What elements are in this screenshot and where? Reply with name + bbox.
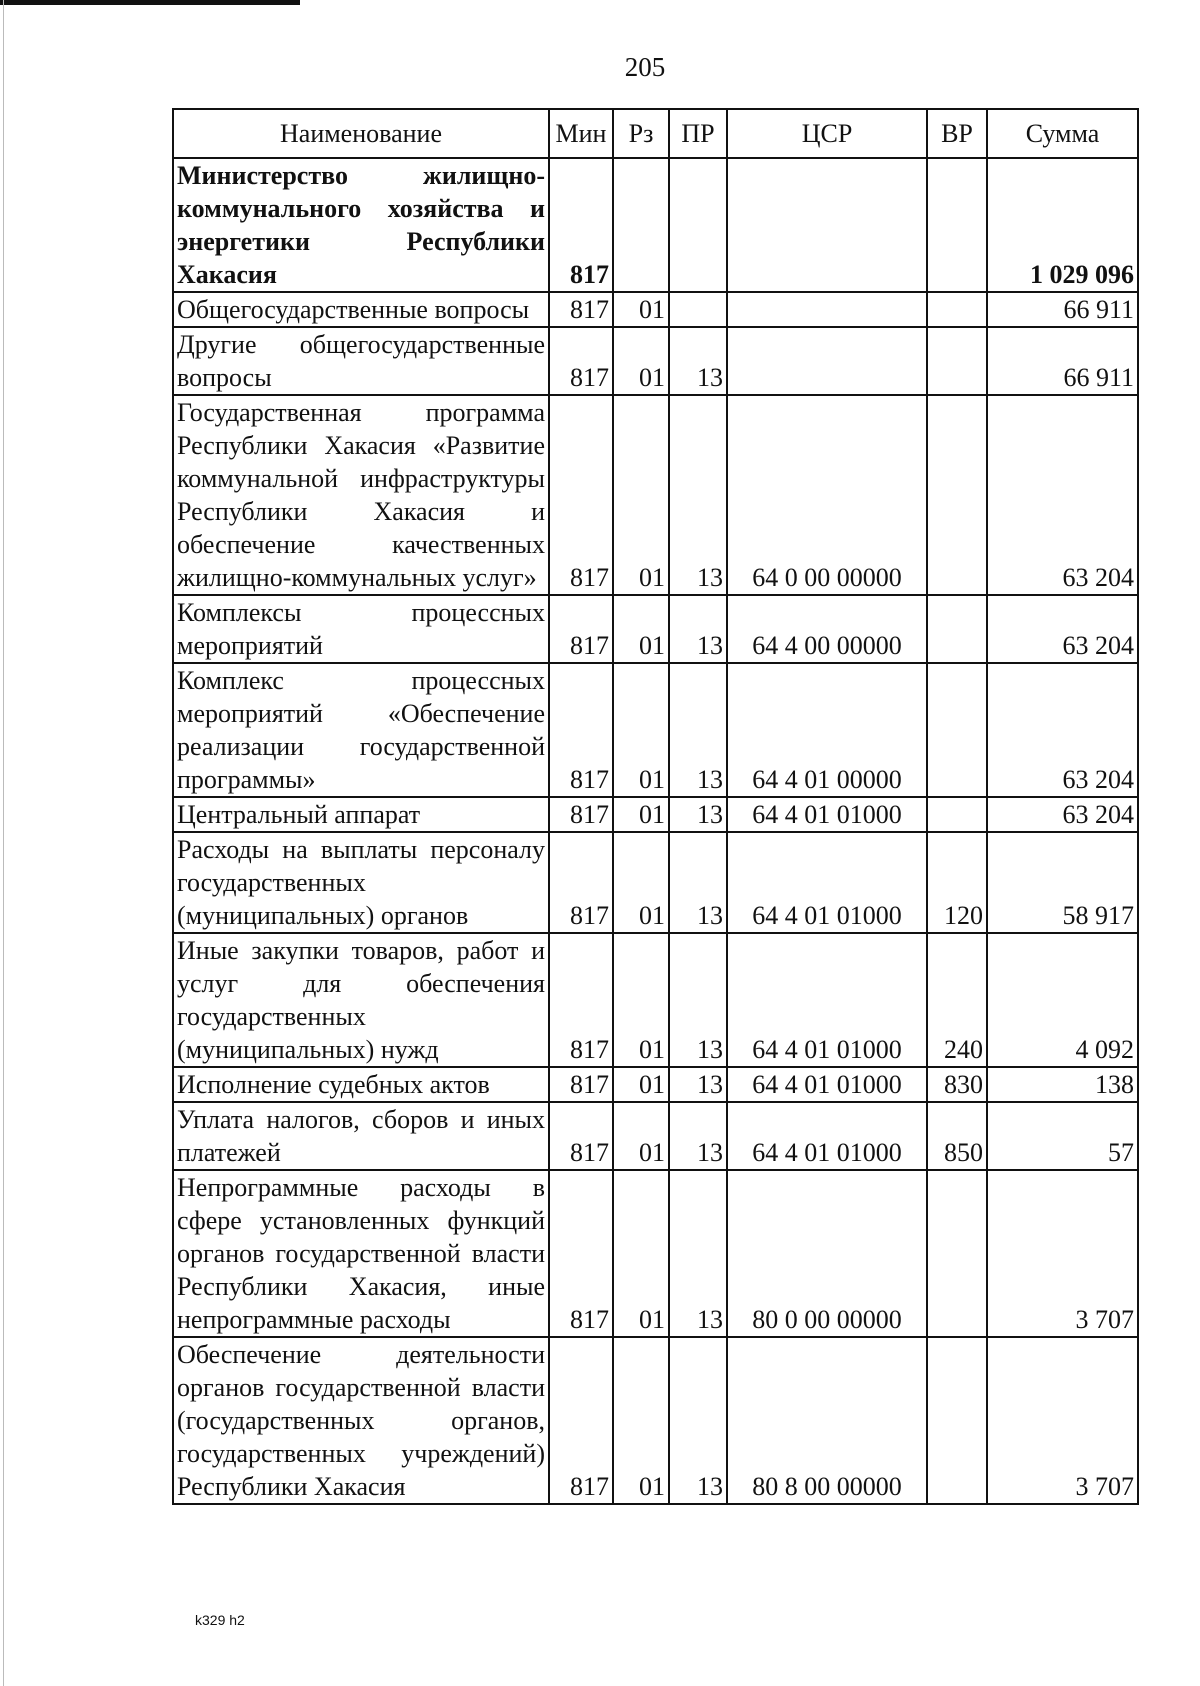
row-min-cell: 817 [549, 327, 613, 395]
row-vr-cell [927, 292, 987, 327]
row-vr-cell [927, 595, 987, 663]
header-name: Наименование [173, 109, 549, 158]
row-vr-cell: 120 [927, 832, 987, 933]
table-row [173, 292, 1138, 327]
row-rz-cell: 01 [613, 395, 669, 595]
top-edge-rule [0, 0, 300, 5]
row-pr-cell [669, 292, 727, 327]
row-rz-cell: 01 [613, 292, 669, 327]
row-sum-cell: 58 917 [987, 832, 1138, 933]
row-sum-cell: 3 707 [987, 1170, 1138, 1337]
budget-table [172, 108, 1139, 1505]
footer-code: k329 h2 [195, 1612, 245, 1628]
row-vr-cell: 850 [927, 1102, 987, 1170]
row-name-cell: Государственная программа Республики Хакасия «Развитие коммунальной инфраструктуры Республики Хакасия и обеспечение качественных жилищно-коммунальных услуг» [173, 395, 549, 595]
table-row [173, 933, 1138, 1067]
row-csr-cell: 64 4 01 00000 [727, 663, 927, 797]
row-sum-cell: 66 911 [987, 292, 1138, 327]
header-rz: Рз [613, 109, 669, 158]
row-rz-cell: 01 [613, 1337, 669, 1504]
row-csr-cell [727, 327, 927, 395]
row-csr-cell: 64 4 01 01000 [727, 1102, 927, 1170]
row-pr-cell: 13 [669, 1102, 727, 1170]
row-vr-cell [927, 327, 987, 395]
row-min-cell: 817 [549, 158, 613, 292]
row-pr-cell: 13 [669, 327, 727, 395]
row-name-cell: Иные закупки товаров, работ и услуг для обеспечения государственных (муниципальных) нужд [173, 933, 549, 1067]
row-rz-cell: 01 [613, 595, 669, 663]
row-name-cell: Расходы на выплаты персоналу государственных (муниципальных) органов [173, 832, 549, 933]
row-pr-cell: 13 [669, 395, 727, 595]
row-sum-cell: 63 204 [987, 395, 1138, 595]
row-rz-cell: 01 [613, 933, 669, 1067]
table-header-row [173, 109, 1138, 158]
row-csr-cell: 80 8 00 00000 [727, 1337, 927, 1504]
row-pr-cell [669, 158, 727, 292]
table-row [173, 395, 1138, 595]
row-pr-cell: 13 [669, 1337, 727, 1504]
row-sum-cell: 138 [987, 1067, 1138, 1102]
row-pr-cell: 13 [669, 797, 727, 832]
row-name-cell: Комплексы процессных мероприятий [173, 595, 549, 663]
row-name-cell: Непрограммные расходы в сфере установленных функций органов государственной власти Республики Хакасия, иные непрограммные расходы [173, 1170, 549, 1337]
row-pr-cell: 13 [669, 663, 727, 797]
row-csr-cell: 64 4 01 01000 [727, 933, 927, 1067]
row-rz-cell: 01 [613, 797, 669, 832]
row-pr-cell: 13 [669, 595, 727, 663]
row-csr-cell: 64 4 00 00000 [727, 595, 927, 663]
row-csr-cell: 80 0 00 00000 [727, 1170, 927, 1337]
row-vr-cell [927, 797, 987, 832]
row-min-cell: 817 [549, 1067, 613, 1102]
row-min-cell: 817 [549, 832, 613, 933]
row-sum-cell: 3 707 [987, 1337, 1138, 1504]
table-row [173, 797, 1138, 832]
row-min-cell: 817 [549, 1170, 613, 1337]
row-pr-cell: 13 [669, 933, 727, 1067]
table-body [173, 158, 1138, 1504]
table-row [173, 832, 1138, 933]
header-pr: ПР [669, 109, 727, 158]
row-vr-cell [927, 158, 987, 292]
row-rz-cell: 01 [613, 327, 669, 395]
page-number: 205 [624, 52, 666, 82]
row-csr-cell: 64 0 00 00000 [727, 395, 927, 595]
row-csr-cell [727, 292, 927, 327]
header-vr: ВР [927, 109, 987, 158]
row-min-cell: 817 [549, 292, 613, 327]
row-min-cell: 817 [549, 797, 613, 832]
row-vr-cell [927, 663, 987, 797]
header-min: Мин [549, 109, 613, 158]
row-pr-cell: 13 [669, 832, 727, 933]
table-row [173, 327, 1138, 395]
left-edge-rule [3, 0, 4, 1686]
row-name-cell: Другие общегосударственные вопросы [173, 327, 549, 395]
table-row [173, 663, 1138, 797]
row-name-cell: Комплекс процессных мероприятий «Обеспечение реализации государственной программы» [173, 663, 549, 797]
row-vr-cell [927, 1170, 987, 1337]
row-csr-cell: 64 4 01 01000 [727, 797, 927, 832]
row-pr-cell: 13 [669, 1170, 727, 1337]
header-csr: ЦСР [727, 109, 927, 158]
row-sum-cell: 57 [987, 1102, 1138, 1170]
row-min-cell: 817 [549, 663, 613, 797]
table-row [173, 1067, 1138, 1102]
row-pr-cell: 13 [669, 1067, 727, 1102]
table-row [173, 595, 1138, 663]
row-name-cell: Обеспечение деятельности органов государственной власти (государственных органов, государственных учреждений) Республики Хакасия [173, 1337, 549, 1504]
row-vr-cell [927, 395, 987, 595]
row-name-cell: Уплата налогов, сборов и иных платежей [173, 1102, 549, 1170]
row-rz-cell [613, 158, 669, 292]
row-sum-cell: 66 911 [987, 327, 1138, 395]
row-name-cell: Центральный аппарат [173, 797, 549, 832]
table-row [173, 158, 1138, 292]
row-rz-cell: 01 [613, 1067, 669, 1102]
row-csr-cell: 64 4 01 01000 [727, 832, 927, 933]
row-vr-cell: 830 [927, 1067, 987, 1102]
row-name-cell: Министерство жилищно-коммунального хозяйства и энергетики Республики Хакасия [173, 158, 549, 292]
row-rz-cell: 01 [613, 1170, 669, 1337]
row-rz-cell: 01 [613, 663, 669, 797]
row-csr-cell [727, 158, 927, 292]
row-vr-cell: 240 [927, 933, 987, 1067]
row-sum-cell: 63 204 [987, 595, 1138, 663]
row-name-cell: Общегосударственные вопросы [173, 292, 549, 327]
row-sum-cell: 1 029 096 [987, 158, 1138, 292]
row-sum-cell: 63 204 [987, 797, 1138, 832]
row-min-cell: 817 [549, 595, 613, 663]
row-min-cell: 817 [549, 395, 613, 595]
row-name-cell: Исполнение судебных актов [173, 1067, 549, 1102]
table-row [173, 1102, 1138, 1170]
row-sum-cell: 4 092 [987, 933, 1138, 1067]
row-min-cell: 817 [549, 1102, 613, 1170]
row-rz-cell: 01 [613, 832, 669, 933]
row-rz-cell: 01 [613, 1102, 669, 1170]
table-row [173, 1337, 1138, 1504]
header-sum: Сумма [987, 109, 1138, 158]
row-sum-cell: 63 204 [987, 663, 1138, 797]
row-csr-cell: 64 4 01 01000 [727, 1067, 927, 1102]
row-vr-cell [927, 1337, 987, 1504]
row-min-cell: 817 [549, 933, 613, 1067]
row-min-cell: 817 [549, 1337, 613, 1504]
table-row [173, 1170, 1138, 1337]
